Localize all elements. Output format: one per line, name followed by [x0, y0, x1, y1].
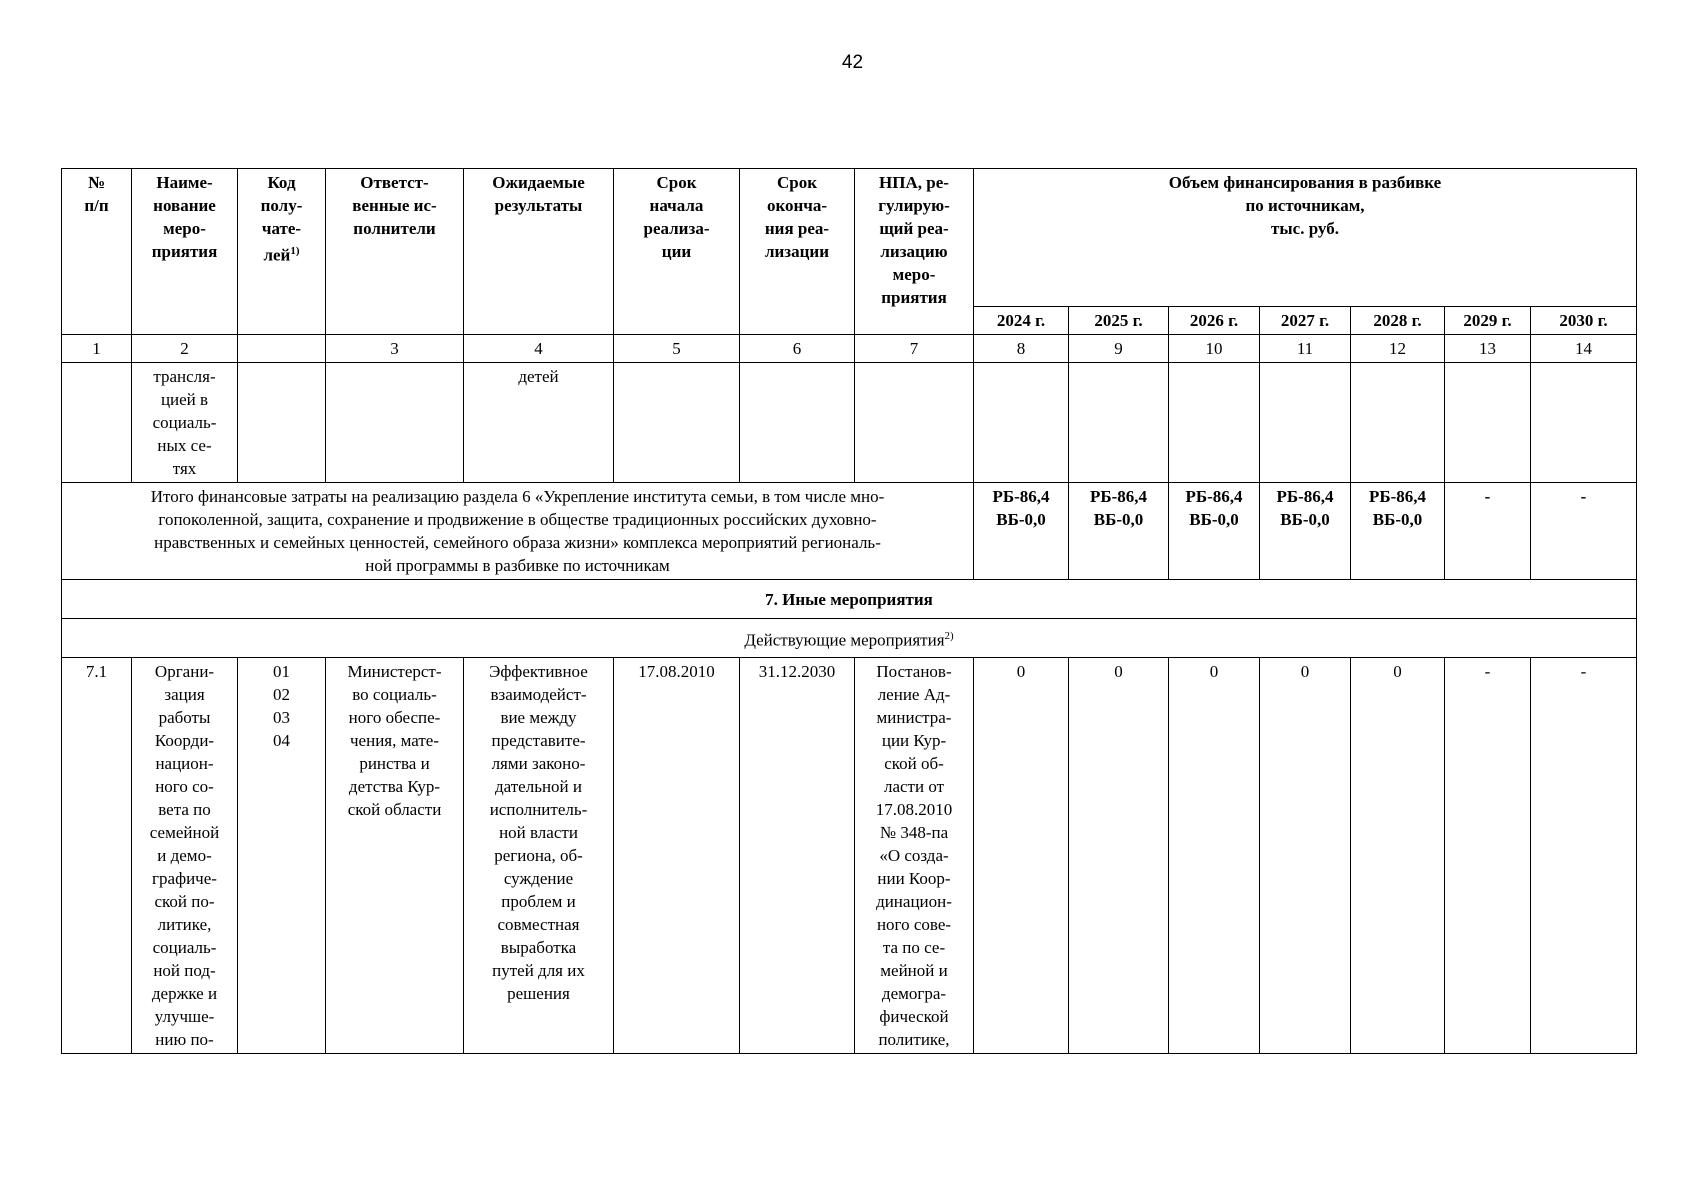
row-y2024: 0 — [974, 658, 1069, 1054]
row-end: 31.12.2030 — [740, 658, 855, 1054]
row-y2030: - — [1531, 658, 1637, 1054]
year-2026: 2026 г. — [1169, 307, 1260, 335]
year-2028: 2028 г. — [1351, 307, 1445, 335]
row-y2027: 0 — [1260, 658, 1351, 1054]
colnum-cell: 3 — [326, 335, 464, 363]
row-y2025: 0 — [1069, 658, 1169, 1054]
total-y2024: РБ-86,4 ВБ-0,0 — [974, 483, 1069, 580]
header-results: Ожидаемые результаты — [464, 169, 614, 335]
total-y2027: РБ-86,4 ВБ-0,0 — [1260, 483, 1351, 580]
header-end: Срок оконча- ния реа- лизации — [740, 169, 855, 335]
colnum-cell: 5 — [614, 335, 740, 363]
year-2027: 2027 г. — [1260, 307, 1351, 335]
total-y2026: РБ-86,4 ВБ-0,0 — [1169, 483, 1260, 580]
cont-y2027 — [1260, 363, 1351, 483]
year-2025: 2025 г. — [1069, 307, 1169, 335]
colnum-cell: 4 — [464, 335, 614, 363]
colnum-cell: 2 — [132, 335, 238, 363]
subsection-title: Действующие мероприятия — [744, 630, 945, 650]
header-row — [62, 169, 1637, 307]
cont-start — [614, 363, 740, 483]
header-executors: Ответст- венные ис- полнители — [326, 169, 464, 335]
row-results: Эффективное взаимодейст- вие между представите- лями законо- дательной и исполнитель- ной власти региона, об- суждение проблем и совместная выработка путей для их решения — [464, 658, 614, 1054]
page-number: 42 — [841, 52, 864, 73]
colnum-cell: 7 — [855, 335, 974, 363]
subsection-cell — [62, 619, 1637, 658]
subsection-footnote: 2) — [944, 629, 954, 642]
column-numbers-row — [62, 335, 1637, 363]
year-2024: 2024 г. — [974, 307, 1069, 335]
row-y2029: - — [1445, 658, 1531, 1054]
colnum-cell: 6 — [740, 335, 855, 363]
subsection-row — [62, 619, 1637, 658]
cont-name: трансля- цией в социаль- ных се- тях — [132, 363, 238, 483]
row-num: 7.1 — [62, 658, 132, 1054]
header-npa: НПА, ре- гулирую- щий реа- лизацию меро- приятия — [855, 169, 974, 335]
cont-num — [62, 363, 132, 483]
cont-y2024 — [974, 363, 1069, 483]
colnum-cell: 10 — [1169, 335, 1260, 363]
colnum-cell — [238, 335, 326, 363]
row-start: 17.08.2010 — [614, 658, 740, 1054]
cont-y2028 — [1351, 363, 1445, 483]
header-code-footnote: 1) — [290, 245, 300, 257]
header-finance: Объем финансирования в разбивке по источникам, тыс. руб. — [974, 169, 1637, 307]
row-npa: Постанов- ление Ад- министра- ции Кур- ской об- ласти от 17.08.2010 № 348-па «О созда- нии Коор- динацион- ного сове- та по се- мейной и демогра- фической политике, — [855, 658, 974, 1054]
cont-end — [740, 363, 855, 483]
total-y2030: - — [1531, 483, 1637, 580]
total-y2025: РБ-86,4 ВБ-0,0 — [1069, 483, 1169, 580]
header-name: Наиме- нование меро- приятия — [132, 169, 238, 335]
section-row — [62, 580, 1637, 619]
cont-executors — [326, 363, 464, 483]
total-row — [62, 483, 1637, 580]
year-2030: 2030 г. — [1531, 307, 1637, 335]
total-y2028: РБ-86,4 ВБ-0,0 — [1351, 483, 1445, 580]
cont-y2026 — [1169, 363, 1260, 483]
row-y2028: 0 — [1351, 658, 1445, 1054]
cont-y2025 — [1069, 363, 1169, 483]
total-text: Итого финансовые затраты на реализацию раздела 6 «Укрепление института семьи, в том числе мно- гопоколенной, защита, сохранение и продвижение в обществе традиционных российских духовно- нравственных и семейных ценностей, семейного образа жизни» комплекса мероприятий региональ- ной программы в разбивке по источникам — [62, 483, 974, 580]
colnum-cell: 8 — [974, 335, 1069, 363]
colnum-cell: 1 — [62, 335, 132, 363]
colnum-cell: 12 — [1351, 335, 1445, 363]
row-y2026: 0 — [1169, 658, 1260, 1054]
header-num: № п/п — [62, 169, 132, 335]
colnum-cell: 11 — [1260, 335, 1351, 363]
header-code-label: Код полу- чате- лей — [260, 173, 303, 265]
cont-y2029 — [1445, 363, 1531, 483]
cont-y2030 — [1531, 363, 1637, 483]
header-code — [238, 169, 326, 335]
colnum-cell: 9 — [1069, 335, 1169, 363]
row-executors: Министерст- во социаль- ного обеспе- чения, мате- ринства и детства Кур- ской области — [326, 658, 464, 1054]
colnum-cell: 14 — [1531, 335, 1637, 363]
header-start: Срок начала реализа- ции — [614, 169, 740, 335]
table-row — [62, 658, 1637, 1054]
program-table — [61, 168, 1637, 1054]
row-codes: 01 02 03 04 — [238, 658, 326, 1054]
cont-code — [238, 363, 326, 483]
section-title: 7. Иные мероприятия — [62, 580, 1637, 619]
cont-results: детей — [464, 363, 614, 483]
colnum-cell: 13 — [1445, 335, 1531, 363]
row-name: Органи- зация работы Коорди- национ- ного со- вета по семейной и демо- графиче- ской по- литике, социаль- ной под- держке и улучше- нию по- — [132, 658, 238, 1054]
cont-npa — [855, 363, 974, 483]
continuation-row — [62, 363, 1637, 483]
year-2029: 2029 г. — [1445, 307, 1531, 335]
total-y2029: - — [1445, 483, 1531, 580]
